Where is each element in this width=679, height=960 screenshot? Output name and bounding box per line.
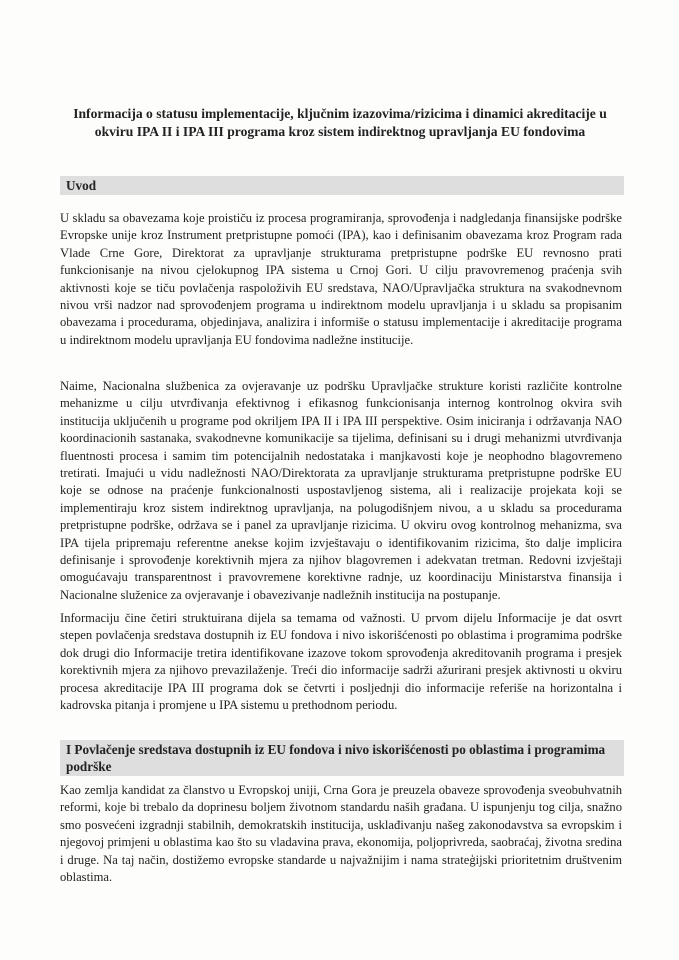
document-title: Informacija o statusu implementacije, ključnim izazovima/rizicima i dinamici akreditacije u okviru IPA II i IPA III programa kroz sistem indirektnog upravljanja EU fondovima bbox=[73, 106, 607, 139]
paragraph-uvod-2: Naime, Nacionalna službenica za ovjeravanje uz podršku Upravljačke strukture koristi različite kontrolne mehanizme u cilju utvrđivanja efektivnog i efikasnog funkcionisanja internog kontrolnog okvira svih institucija uključenih u programe pod okriljem IPA II i IPA III perspektive. Osim iniciranja i održavanja NAO koordinacionih sastanaka, svakodnevne komunikacije sa tijelima, definisani su i drugi mehanizmi utvrđivanja fluentnosti procesa i samim tim potencijalnih nedostataka i manjkavosti koje je neophodno blagovremeno tretirati. Imajući u vidu nadležnosti NAO/Direktorata za upravljanje strukturama pretpristupne podrške EU koje se odnose na praćenje funkcionalnosti uspostavljenog sistema, ali i realizacije projekata koji se implementiraju kroz sistem indirektnog upravljanja, na polugodišnjem nivou, a u skladu sa procedurama pretpristupne podrške, održava se i panel za upravljanje rizicima. U okviru ovog kontrolnog mehanizma, sva IPA tijela pripremaju referentne anekse kojim izvještavaju o identifikovanim rizicima, što dalje implicira definisanje i sprovođenje korektivnih mjera za njihov blagovremen i adekvatan tretman. Redovni izvještaji omogućavaju transparentnost i pravovremene korektivne radnje, uz koordinaciju Ministarstva finansija i Nacionalne služenice za ovjeravanje i obavezivanje nadležnih institucija na postupanje. bbox=[60, 379, 622, 602]
paragraph-uvod-1: U skladu sa obavezama koje proističu iz procesa programiranja, sprovođenja i nadgledanja finansijske podrške Evropske unije kroz Instrument pretpristupne pomoći (IPA), kao i definisanim obavezama kroz Program rada Vlade Crne Gore, Direktorat za upravljanje strukturama pretpristupne podrške EU revnosno prati funkcionisanje na nivou cjelokupnog IPA sistema u Crnoj Gori. U cilju pravovremenog praćenja svih aktivnosti koje se tiču povlačenja raspoloživih EU sredstava, NAO/Upravljačka struktura na svakodnevnom nivou vrši nadzor nad sprovođenjem programa u indirektnom modelu upravljanja i u skladu sa propisanim obavezama i procedurama, objedinjava, analizira i informiše o statusu implementacije i akreditacije programa u indirektnom modelu upravljanja EU fondovima nadležne institucije. bbox=[60, 211, 622, 347]
section-heading-uvod: Uvod bbox=[60, 176, 624, 195]
section-heading-povlacenje: I Povlačenje sredstava dostupnih iz EU fondova i nivo iskorišćenosti po oblastima i programima podrške bbox=[60, 740, 624, 776]
paragraph-uvod-3: Informaciju čine četiri struktuirana dijela sa temama od važnosti. U prvom dijelu Informacije je dat osvrt stepen povlačenja sredstava dostupnih iz EU fondova i nivo iskorišćenosti po oblastima i programima podrške dok drugi dio Informacije tretira identifikovane izazove tokom sprovođenja akreditovanih programa i presjek korektivnih mjera za njihovo prevazilaženje. Treći dio informacije sadrži ažurirani presjek aktivnosti u okviru procesa akreditacije IPA III programa dok se četvrti i posljednji dio informacije referiše na horizontalna i kadrovska pitanja i promjene u IPA sistemu u prethodnom periodu. bbox=[60, 611, 622, 713]
paragraph-povlacenje-1: Kao zemlja kandidat za članstvo u Evropskoj uniji, Crna Gora je preuzela obaveze sprovođenja sveobuhvatnih reformi, koje bi trebalo da doprinesu boljem životnom standardu naših građana. U ispunjenju tog cilja, snažno smo posvećeni izgradnji stabilnih, demokratskih institucija, usklađivanju našeg zakonodavstva sa evropskim i njegovoj primjeni u oblastima kao što su vladavina prava, ekonomija, poljoprivreda, saobraćaj, životna sredina i druge. Na taj način, dostižemo evropske standarde u najvažnijim i nama strateģijski prioritetnim društvenim oblastima. bbox=[60, 783, 622, 885]
